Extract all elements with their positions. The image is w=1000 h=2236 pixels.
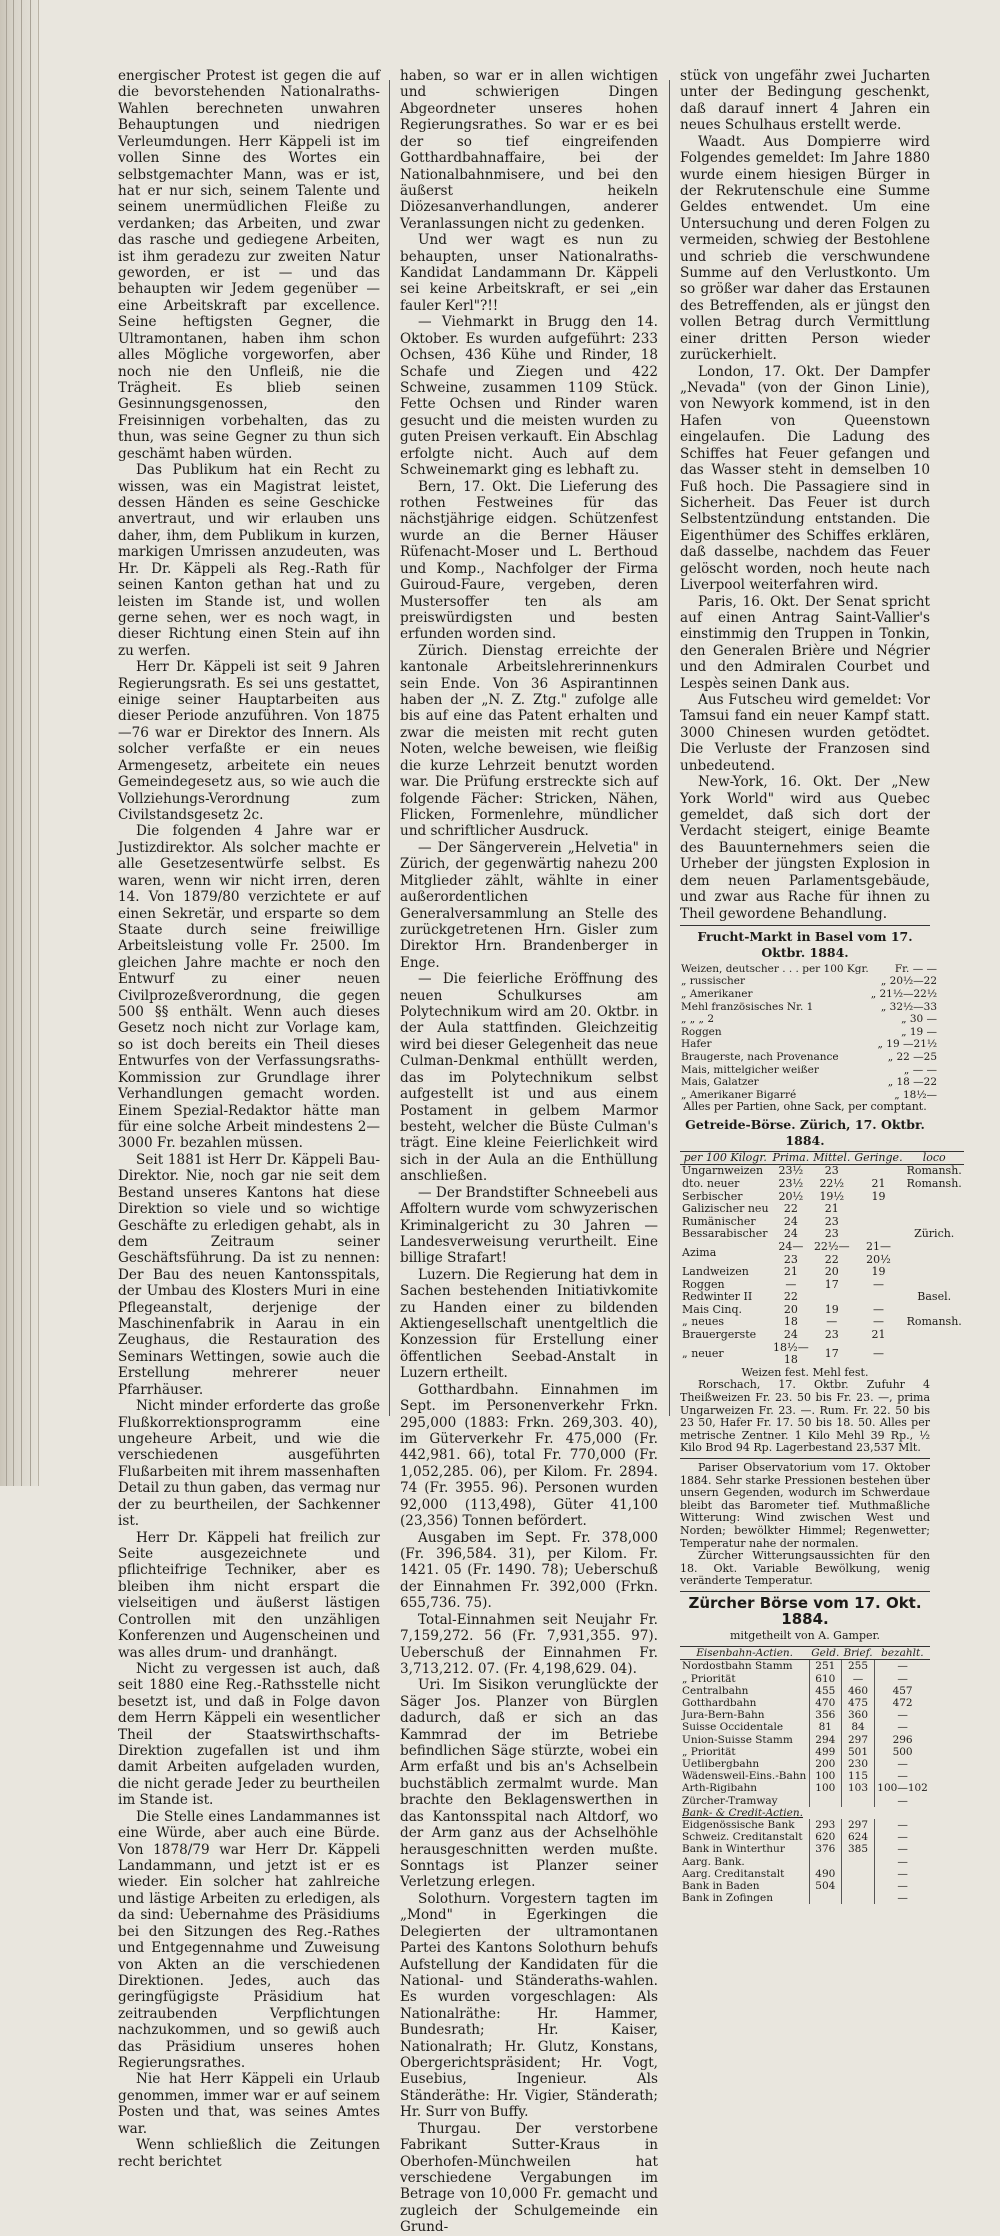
table-cell: 23 [824,1214,839,1228]
table-row [680,1685,930,1697]
table-cell: 100—102 [875,1782,930,1794]
news-item-solothurn: Solothurn. Vorgestern tagten im „Mond" in Egerkingen die Delegierten der ultramontanen Partei des Kantons Solothurn behufs Aufstellung der Kandidaten für die National- und Ständeraths-wahlen. Es wurden vorgeschlagen: Als Nationalräthe: Hr. Hammer, Bundesrath; Hr. Kaiser, Nationalrath; Hr. Glutz, Konstans, Obergerichtspräsident; Hr. Vogt, Eusebius, Ingenieur. Als Ständeräthe: Hr. Vigier, Ständerath; Hr. Surr von Buffy. [400,1890,658,2121]
table-cell: 490 [809,1868,841,1880]
table-cell: Aarg. Creditanstalt [682,1867,785,1880]
table-cell: Ungarnweizen [682,1164,764,1178]
column-rule [389,80,390,1416]
category-label: Bank- & Credit-Actien. [682,1806,803,1819]
getreide-table [680,1151,964,1367]
table-cell: 385 [841,1843,874,1855]
table-row [680,1831,930,1843]
table-cell: Centralbahn [682,1684,749,1697]
divider [680,1458,930,1459]
table-cell: Romansh. [906,1315,962,1329]
table-cell [852,1203,904,1216]
table-cell: 22 [783,1290,798,1304]
table-cell: 19 [871,1189,886,1203]
table-cell: 504 [809,1880,841,1892]
table-row [680,1782,930,1794]
edge-line [21,0,22,1486]
table-cell [905,1241,964,1266]
table-cell: Uetlibergbahn [682,1758,760,1771]
table-cell: 251 [809,1660,841,1673]
table-cell: — [875,1856,930,1868]
news-item-waadt: Waadt. Aus Dompierre wird Folgendes gemeldet: Im Jahre 1880 wurde einem hiesigen Bürger in der Rekrutenschule eine Summe Geldes entwendet. Um eine Untersuchung und deren Folgen zu vermeiden, schwieg der Bestohlene und schrieb die verschwundene Summe auf den Verlustkonto. Um so größer war daher das Erstaunen des Betreffenden, als er jüngst den vollen Betrag durch Vermittlung einer dritten Person wieder zurückerhielt. [680,133,930,364]
table-cell: 18½—18 [773,1340,809,1367]
table-cell: 499 [809,1746,841,1758]
table-cell: 472 [875,1697,930,1709]
article-paragraph: Und wer wagt es nun zu behaupten, unser Nationalraths-Kandidat Landammann Dr. Käppeli sei keine Arbeitskraft, er sei „ein fauler Kerl"?!! [400,232,658,314]
frucht-markt-title: Frucht-Markt in Basel vom 17. Oktbr. 1884. [697,928,913,961]
table-cell: 20 [824,1265,839,1279]
commodity-name: Braugerste, nach Provenance [681,1050,839,1063]
table-cell: 18 [783,1315,798,1329]
table-cell: 20½ [778,1189,804,1203]
table-cell: 500 [875,1746,930,1758]
zuercher-boerse-subtitle: mitgetheilt von A. Gamper. [729,1628,881,1642]
rorschach-report: Rorschach, 17. Oktbr. Zufuhr 4 Theißweizen Fr. 23. 50 bis Fr. 23. —, prima Ungarweizen Fr. 23. —. Rum. Fr. 22. 50 bis 23 50, Hafer Fr. 17. 50 bis 18. 50. Alles per metrische Zentner. 1 Kilo Mehl 39 Rp., ½ Kilo Brod 94 Rp. Lagerbestand 23,537 Mlt. [680,1378,930,1455]
article-paragraph: Die folgenden 4 Jahre war er Justizdirektor. Als solcher machte er alle Gesetzesentwürfe selbst. Es waren, wenn wir nicht irren, deren 14. Von 1879/80 verzichtete er auf einen Sekretär, und ersparte so dem Staate durch seine freiwillige Arbeitsleistung volle Fr. 2500. Im gleichen Jahre machte er noch den Entwurf zu einer neuen Civilprozeßverordnung, die gegen 500 §§ enthält. Wenn auch dieses Gesetz noch nicht zur Vorlage kam, so ist doch bereits ein Theil dieses Entwurfes von der Verfassungsraths-Kommission zur Grundlage ihrer Verhandlungen gemacht worden. Einem Spezial-Redaktor hätte man für eine solche Arbeit mindestens 2—3000 Fr. bezahlen müssen. [118,823,380,1152]
table-cell: 297 [841,1819,874,1831]
article-paragraph: Die Stelle eines Landammannes ist eine Würde, aber auch eine Bürde. Von 1878/79 war Herr Dr. Käppeli Landammann, und jetzt ist er es wieder. Ein solcher hat zahlreiche und lästige Arbeiten zu erledigen, als da sind: Uebernahme des Präsidiums bei den Sitzungen des Reg.-Rathes und Entgegennahme und Zuweisung von Akten an die verschiedenen Direktionen. Jedes, auch das geringfügigste Präsidium hat zeitraubenden Verpflichtungen nachzukommen, und so gewiß auch das Präsidium unseres hohen Regierungsrathes. [118,1808,380,2072]
table-cell: 103 [841,1782,874,1794]
article-paragraph: Nicht zu vergessen ist auch, daß seit 1880 eine Reg.-Rathsstelle nicht besetzt ist, und daß in Folge davon dem Herrn Käppeli ein wesentlicher Theil der Staatswirthschafts-Direktion zugefallen ist und ihm damit Arbeiten aufgeladen wurden, die nicht gerade Jeder zu beurtheilen im Stande ist. [118,1660,380,1809]
table-cell: 115 [841,1770,874,1782]
edge-line [13,0,14,1486]
table-cell: 620 [809,1831,841,1843]
table-cell: 455 [809,1685,841,1697]
table-cell: 21 [783,1265,798,1279]
commodity-price: „ 22 —25 [887,1050,938,1063]
table-row [680,1758,930,1770]
table-cell: — [872,1302,884,1316]
table-row [680,1880,930,1892]
table-cell: — [875,1819,930,1831]
table-row [680,1342,964,1367]
table-cell: Bessarabischer [682,1227,768,1241]
pariser-observatorium: Pariser Observatorium vom 17. Oktober 1884. Sehr starke Pressionen bestehen über unsern Gegenden, wodurch im Schwerdaue bleibt das Barometer tief. Muthmaßliche Witterung: Wind zwischen West und Norden; bewölkter Himmel; Regenwetter; Temperatur nahe der normalen. [680,1461,930,1550]
commodity-price: „ — — [903,1063,938,1076]
table-cell: 297 [841,1734,874,1746]
table-cell: 230 [841,1758,874,1770]
news-item: stück von ungefähr zwei Jucharten unter der Bedingung geschenkt, daß darauf innert 4 Jahren ein neues Schulhaus erstellt werde. [680,68,930,134]
table-cell: Bank in Zofingen [682,1892,773,1905]
table-row [680,1241,964,1266]
table-cell: Roggen [682,1277,725,1291]
table-cell [809,1892,841,1904]
table-cell: Zürcher-Tramway [682,1794,778,1807]
table-cell: Mais Cinq. [682,1302,743,1316]
table-cell: — [875,1770,930,1782]
table-cell: 294 [809,1734,841,1746]
table-cell [841,1892,874,1904]
table-cell: 24 [783,1214,798,1228]
commodity-name: Roggen [681,1025,722,1038]
article-paragraph: Seit 1881 ist Herr Dr. Käppeli Bau-Direktor. Nie, noch gar nie seit dem Bestand unseres Kantons hat diese Direktion so viele und so wichtige Geschäfte zu erledigen gehabt, als in dem Zeitraum seiner Geschäftsführung. Da ist zu nennen: Der Bau des neuen Kantonsspitals, der Umbau des Klosters Muri in eine Pflegeanstalt, derjenige der Maschinenfabrik in Aarau in ein Zeughaus, die Restauration des Seminars Wettingen, sowie auch die Erstellung mehrerer neuer Pfarrhäuser. [118,1151,380,1398]
table-cell: 22½—22 [813,1239,850,1266]
column-header: per 100 Kilogr. [680,1151,771,1165]
table-cell: — [875,1880,930,1892]
table-cell: 200 [809,1758,841,1770]
table-cell: Redwinter II [682,1290,753,1304]
table-cell: — [875,1831,930,1843]
table-cell: Landweizen [682,1265,749,1279]
commodity-name: Mais, mittelgicher weißer [681,1063,819,1076]
table-row [680,1697,930,1709]
table-cell: 20 [783,1302,798,1316]
news-item: Ausgaben im Sept. Fr. 378,000 (Fr. 396,584. 31), per Kilom. Fr. 1421. 05 (Fr. 1490. 78); Ueberschuß der Einnahmen Fr. 392,000 (Frkn. 655,736. 75). [400,1529,658,1612]
table-cell: 19 [824,1302,839,1316]
article-paragraph: Nicht minder erforderte das große Flußkorrektionsprogramm eine ungeheure Arbeit, und wie die verschiedenen ausgeführten Flußarbeiten mit ihrem massenhaften Detail zu thun gaben, das vermag nur der zu beurtheilen, der Sachkenner ist. [118,1398,380,1530]
table-cell [852,1291,904,1304]
column-header: Geld. [809,1647,841,1660]
table-cell: — [875,1758,930,1770]
table-cell: 255 [841,1660,874,1673]
commodity-price: „ 19 — [901,1025,938,1038]
table-row [680,1291,964,1304]
news-item-luzern: Luzern. Die Regierung hat dem in Sachen bestehenden Initiativkomite zu Handen einer zu bildenden Aktiengesellschaft unentgeltlich die Konzession für Erstellung einer öffentlichen Seebad-Anstalt in Luzern ertheilt. [400,1266,658,1382]
table-cell: Wädensweil-Eins.-Bahn [682,1770,807,1783]
table-cell: 23 [824,1164,839,1178]
zuercher-boerse-title: Zürcher Börse vom 17. Okt. 1884. [688,1593,922,1629]
column-2 [400,68,658,2236]
table-cell [905,1203,964,1216]
frucht-note: Alles per Partien, ohne Sack, per comptant. [683,1100,927,1114]
table-cell: 24 [783,1227,798,1241]
table-row [680,1051,938,1064]
table-cell [809,1856,841,1868]
commodity-price: „ 18½— [894,1088,938,1101]
table-cell: Romansh. [906,1176,962,1190]
table-row [680,1868,930,1880]
table-cell: Galizischer neu [682,1202,769,1216]
getreide-boerse-title: Getreide-Börse. Zürich, 17. Oktbr. 1884. [685,1116,925,1149]
table-cell: Bank in Baden [682,1880,760,1893]
table-cell: Azima [682,1246,717,1260]
table-row [680,1203,964,1216]
frucht-markt-table [680,963,938,1102]
table-cell: 23½ [778,1176,804,1190]
table-cell [905,1191,964,1204]
table-cell: Bank in Winterthur [682,1843,785,1856]
table-cell: Romansh. [906,1164,962,1178]
column-header: Mittel. [813,1150,851,1164]
table-cell: 457 [875,1685,930,1697]
article-paragraph: Das Publikum hat ein Recht zu wissen, was ein Magistrat leistet, dessen Händen es seine Geschicke anvertraut, und wir erlauben uns daher, ihm, dem Publikum in kurzen, markigen Umrissen anzudeuten, was Hr. Dr. Käppeli als Reg.-Rath für seinen Kanton gethan hat und zu leisten im Stande ist, und wollen gerne sehen, wer es noch wagt, in dieser Richtung einen Stein auf ihn zu werfen. [118,462,380,659]
news-item-gotthardbahn: Gotthardbahn. Einnahmen im Sept. im Personenverkehr Frkn. 295,000 (1883: Frkn. 269,303. 40), im Güterverkehr Fr. 475,000 (Fr. 442,981. 66), total Fr. 770,000 (Fr. 1,052,285. 06), per Kilom. Fr. 2894. 74 (Fr. 3955. 96). Personen wurden 92,000 (113,498), Güter 41,100 (23,356) Tonnen befördert. [400,1381,658,1530]
table-cell: Suisse Occidentale [682,1721,784,1734]
table-row [680,1038,938,1051]
table-row [680,1734,930,1746]
news-item-bern: Bern, 17. Okt. Die Lieferung des rothen Festweines für das nächstjährige eidgen. Schützenfest wurde an die Berner Häuser Rüfenacht-Moser und L. Berthoud und Komp., Nachfolger der Firma Guiroud-Faure, vergeben, deren Mustersoffer ten als am preiswürdigsten und besten erfunden worden sind. [400,478,658,643]
table-cell [841,1856,874,1868]
column-header: loco [905,1151,964,1165]
table-row [680,1660,930,1673]
table-cell: 17 [824,1346,839,1360]
column-3 [680,68,962,1905]
table-cell: — [875,1892,930,1904]
commodity-name: „ Amerikaner [681,987,753,1000]
article-paragraph: Herr Dr. Käppeli hat freilich zur Seite ausgezeichnete und pflichteifrige Techniker, aber es bleiben ihm nicht erspart die vielseitigen und äußerst lästigen Controllen mit den unzähligen Konferenzen und Augenscheinen und was alles drum- und dranhängt. [118,1529,380,1661]
table-cell: 296 [875,1734,930,1746]
commodity-price: Fr. — — [894,962,938,975]
table-cell: Rumänischer [682,1214,756,1228]
table-cell: 17 [824,1277,839,1291]
table-cell: Serbischer [682,1189,743,1203]
table-row [680,988,938,1001]
table-row [680,1770,930,1782]
table-row [680,1266,964,1279]
news-item: — Der Brandstifter Schneebeli aus Affoltern wurde vom schwyzerischen Kriminalgericht zu 30 Jahren — Landesverweisung verurtheilt. Eine billige Strafart! [400,1184,658,1267]
table-cell: 460 [841,1685,874,1697]
commodity-name: Hafer [681,1038,712,1051]
table-cell: 100 [809,1782,841,1794]
table-cell [905,1342,964,1367]
table-row [680,1178,964,1191]
news-item: — Der Sängerverein „Helvetia" in Zürich, der gegenwärtig nahezu 200 Mitglieder zählt, wählte in einer außerordentlichen Generalversammlung an Stelle des zurückgetretenen Hrn. Gisler zum Direktor Hrn. Brandenberger in Enge. [400,839,658,971]
table-cell: 360 [841,1709,874,1721]
news-item-viehmarkt: — Viehmarkt in Brugg den 14. Oktober. Es wurden aufgeführt: 233 Ochsen, 436 Kühe und Rinder, 18 Schafe und Ziegen und 422 Schweine, zusammen 1109 Stück. Fette Ochsen und Rinder waren gesucht und die meisten wurden zu guten Preisen verkauft. Ein Abschlag erfolgte nicht. Auch auf dem Schweinemarkt ging es lebhaft zu. [400,314,658,479]
table-cell: Gotthardbahn [682,1697,757,1710]
news-item: Total-Einnahmen seit Neujahr Fr. 7,159,272. 56 (Fr. 7,931,355. 97). Ueberschuß der Einnahmen Fr. 3,713,212. 07. (Fr. 4,198,629. 04). [400,1611,658,1677]
table-row [680,1721,930,1733]
commodity-name: „ russischer [681,975,745,988]
table-row [680,1329,964,1342]
news-item-thurgau: Thurgau. Der verstorbene Fabrikant Sutter-Kraus in Oberhofen-Münchweilen hat verschiedene Vergabungen im Betrage von 10,000 Fr. gemacht und zugleich der Schulgemeinde ein Grund- [400,2120,658,2236]
commodity-price: „ 21½—22½ [870,987,938,1000]
table-cell: Aarg. Bank. [682,1855,745,1868]
table-cell [809,1795,841,1807]
table-cell [905,1329,964,1342]
commodity-price: „ 18 —22 [887,1076,938,1089]
table-cell: „ neuer [682,1346,724,1360]
table-cell: 24 [783,1328,798,1342]
zuercher-boerse-table [680,1646,930,1904]
column-1 [118,68,380,2170]
table-cell: 475 [841,1697,874,1709]
table-row [680,1165,964,1178]
column-header: bezahlt. [875,1647,930,1660]
table-cell: Arth-Rigibahn [682,1782,757,1795]
commodity-price: „ 20½—22 [880,975,938,988]
news-item-uri: Uri. Im Sisikon verunglückte der Säger Jos. Planzer von Bürglen dadurch, daß er sich an das Kammrad der im Betriebe befindlichen Säge stürzte, wobei ein Arm erfaßt und bis an's Achselbein buchstäblich zermalmt wurde. Man brachte den Beklagenswerthen in das Kantonsspital nach Altdorf, wo der Arm ganz aus der Achselhöhle herausgeschnitten werden mußte. Sonntags ist Planzer seiner Verletzung erlegen. [400,1677,658,1891]
table-row [680,1709,930,1721]
table-cell: — [841,1673,874,1685]
table-cell: — [875,1868,930,1880]
table-cell: — [826,1315,838,1329]
table-cell: 24—23 [778,1239,804,1266]
table-row [680,1673,930,1685]
article-paragraph: Wenn schließlich die Zeitungen recht berichtet [118,2137,380,2170]
table-cell: 21 [824,1202,839,1216]
table-cell: 19 [871,1265,886,1279]
column-header: Brief. [841,1647,874,1660]
divider [680,1591,930,1592]
table-cell: Eidgenössische Bank [682,1819,795,1832]
table-cell [811,1291,852,1304]
getreide-note: Weizen fest. Mehl fest. [741,1365,869,1379]
table-cell: 100 [809,1770,841,1782]
news-item-futscheu: Aus Futscheu wird gemeldet: Vor Tamsui fand ein neuer Kampf statt. 3000 Chinesen wurden getödtet. Die Verluste der Franzosen sind unbedeutend. [680,692,930,774]
edge-line [30,0,31,1486]
table-cell [905,1266,964,1279]
table-cell: Zürich. [914,1227,955,1241]
table-row [680,975,938,988]
table-cell: 21 [871,1328,886,1342]
table-row [680,1819,930,1831]
table-cell: — [785,1277,797,1291]
table-cell: 21 [871,1176,886,1190]
table-cell: 22 [783,1202,798,1216]
table-row [680,1026,938,1039]
news-item-paris: Paris, 16. Okt. Der Senat spricht auf einen Antrag Saint-Vallier's einstimmig den Truppen in Tonkin, den Generalen Brière und Négrier und den Admiralen Courbet und Lespès seinen Dank aus. [680,593,930,692]
table-cell: — [875,1843,930,1855]
table-row [680,1843,930,1855]
table-cell: 293 [809,1819,841,1831]
table-cell: 470 [809,1697,841,1709]
table-cell: 81 [809,1721,841,1733]
table-cell: — [875,1673,930,1685]
table-cell: — [875,1709,930,1721]
table-cell: Brauergerste [682,1328,757,1342]
table-cell: 21—20½ [865,1239,891,1266]
table-cell: 19½ [819,1189,845,1203]
table-cell: 356 [809,1709,841,1721]
commodity-price: „ 19 —21½ [877,1038,938,1051]
table-cell [841,1868,874,1880]
table-cell [852,1165,904,1178]
table-cell: 376 [809,1843,841,1855]
news-item-london: London, 17. Okt. Der Dampfer „Nevada" (von der Ginon Linie), von Newyork kommend, ist in den Hafen von Queenstown eingelaufen. Die Ladung des Schiffes hat Feuer gefangen und das Wasser steht in demselben 10 Fuß hoch. Die Passagiere sind in Sicherheit. Das Feuer ist durch Selbstentzündung entstanden. Die Eigenthümer des Schiffes erklären, daß dasselbe, nachdem das Feuer gelöscht worden, noch heute nach Liverpool weiterfahren wird. [680,363,930,594]
news-item-newyork: New-York, 16. Okt. Der „New York World" wird aus Quebec gemeldet, daß sich dort der Verdacht steigert, einige Beamte des Bauunternehmers seien die Urheber der jüngsten Explosion in dem neuen Parlamentsgebäude, und zwar aus Rache für ihnen zu Theil gewordene Behandlung. [680,774,930,922]
table-cell: 22½ [819,1176,845,1190]
column-header: Geringe. [854,1150,903,1164]
commodity-name: „ Amerikaner Bigarré [681,1088,797,1101]
table-cell: 23½ [778,1164,804,1178]
article-paragraph: Nie hat Herr Käppeli ein Urlaub genommen, immer war er auf seinem Posten und that, was seines Amtes war. [118,2071,380,2137]
article-paragraph: energischer Protest ist gegen die auf die bevorstehenden Nationalraths-Wahlen berechneten unwahren Behauptungen und niedrigen Verleumdungen. Herr Käppeli ist im vollen Sinne des Wortes ein selbstgemachter Mann, was er ist, hat er nur sich, seinem Talente und seinem unermüdlichen Fleiße zu verdanken; das Arbeiten, und zwar das rasche und gediegene Arbeiten, ist ihm geradezu zur zweiten Natur geworden, er ist — und das behaupten wir Jedem gegenüber — eine Arbeitskraft par excellence. Seine heftigsten Gegner, die Ultramontanen, haben ihm schon alles Mögliche vorgeworfen, aber noch nie den Unfleiß, nie die Trägheit. Es blieb seinen Gesinnungsgenossen, den Freisinnigen vorbehalten, das zu thun, was seine Gegner zu thun sich geschämt haben würden. [118,68,380,462]
table-cell [841,1795,874,1807]
news-item: — Die feierliche Eröffnung des neuen Schulkurses am Polytechnikum wird am 20. Oktbr. in der Aula stattfinden. Gleichzeitig wird bei dieser Gelegenheit das neue Culman-Denkmal enthüllt werden, das im Polytechnikum selbst aufgestellt ist und aus einem Postament in gelbem Marmor besteht, welcher die Büste Culman's trägt. Eine kleine Feierlichkeit wird sich in der Aula an die Enthüllung anschließen. [400,971,658,1185]
table-cell: — [875,1795,930,1807]
table-cell: — [872,1277,884,1291]
article-paragraph: haben, so war er in allen wichtigen und schwierigen Dingen Abgeordneter unseres hohen Regierungsrathes. So war er es bei der so tief eingreifenden Gotthardbahnaffaire, bei der Nationalbahnmisere, und bei den äußerst heikeln Diözesanverhandlungen, anderer Veranlassungen nicht zu gedenken. [400,68,658,232]
table-row [680,963,938,976]
table-cell: Union-Suisse Stamm [682,1733,793,1746]
table-cell: 84 [841,1721,874,1733]
table-cell: — [872,1315,884,1329]
table-cell: dto. neuer [682,1176,740,1190]
table-cell: Nordostbahn Stamm [682,1660,793,1673]
table-cell: „ Priorität [682,1672,736,1685]
table-cell: Jura-Bern-Bahn [682,1709,765,1722]
divider [680,925,930,926]
table-cell: 501 [841,1746,874,1758]
commodity-name: „ „ „ 2 [681,1013,715,1026]
table-cell [841,1880,874,1892]
commodity-name: Weizen, deutscher . . . per 100 Kgr. [681,962,869,975]
table-row [680,1795,930,1807]
column-header: Eisenbahn-Actien. [680,1647,809,1660]
table-cell: Basel. [917,1290,952,1304]
column-header: Prima. [772,1150,810,1164]
table-cell: — [872,1346,884,1360]
table-row [680,1013,938,1026]
table-row [680,1076,938,1089]
table-cell: 610 [809,1673,841,1685]
edge-line [6,0,7,1486]
table-cell: „ Priorität [682,1745,736,1758]
article-paragraph: Herr Dr. Käppeli ist seit 9 Jahren Regierungsrath. Es sei uns gestattet, einige seiner Hauptarbeiten aus dieser Periode anzuführen. Von 1875—76 war er Direktor des Innern. Als solcher verfaßte er ein neues Armengesetz, arbeitete ein neues Gemeindegesetz aus, so wie auch die Vollziehungs-Verordnung zum Civilstandsgesetz 2c. [118,659,380,823]
table-cell: 23 [824,1328,839,1342]
table-cell: — [875,1660,930,1673]
table-row [680,1856,930,1868]
table-row [680,1064,938,1077]
witterung-aussichten: Zürcher Witterungsaussichten für den 18. Okt. Variable Bewölkung, wenig veränderte Temperatur. [680,1549,930,1588]
commodity-price: „ 30 — [901,1013,938,1026]
category-row [680,1807,930,1819]
table-cell: 624 [841,1831,874,1843]
table-row [680,1892,930,1904]
table-cell: Schweiz. Creditanstalt [682,1831,803,1844]
commodity-name: Mais, Galatzer [681,1076,759,1089]
column-rule [669,80,670,1416]
commodity-price: „ 32½—33 [880,1000,938,1013]
table-cell: „ neues [682,1315,725,1329]
table-cell: 23 [824,1227,839,1241]
commodity-name: Mehl französisches Nr. 1 [681,1000,814,1013]
table-cell [852,1216,904,1229]
news-item-zuerich: Zürich. Dienstag erreichte der kantonale Arbeitslehrerinnenkurs sein Ende. Von 36 Aspirantinnen haben der „N. Z. Ztg." zufolge alle bis auf eine das Patent erhalten und zwar die meisten mit recht guten Noten, welche beweisen, wie fleißig die kurze Lehrzeit benutzt worden war. Die Prüfung erstreckte sich auf folgende Fächer: Stricken, Nähen, Flicken, Formenlehre, mündlicher und schriftlicher Ausdruck. [400,642,658,840]
table-row [680,1746,930,1758]
table-row [680,1001,938,1014]
table-cell: — [875,1721,930,1733]
